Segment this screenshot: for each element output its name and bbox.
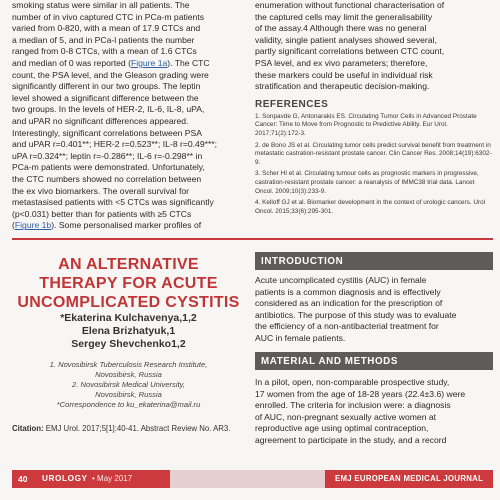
text-line: smoking status were similar in all patients. The [12,0,190,10]
text-line: considered as an indication for the prescription of [255,298,443,309]
text-line: validity, single patient analyses showed several, [255,34,437,45]
text-line: (Figure 1b). Some personalised marker profiles of [12,220,202,231]
text-line: ranged from 0-8 CTCs, with a mean of 1.6 CTCs [12,46,197,57]
reference-item: 2. de Bono JS et al. Circulating tumor cells predict survival benefit from treatment in metastatic castration-resistant prostate cancer. Clin Cancer Res. 2008;14(19):6302-9. [255,141,492,166]
title-line: AN ALTERNATIVE [58,256,199,273]
page-bottom-margin [0,488,500,500]
text-line: enumeration without functional characterisation of [255,0,445,10]
affiliation-line: 2. Novosibirsk Medical University, [72,380,185,389]
citation-text: EMJ Urol. 2017;5[1]:40-41. Abstract Review No. AR3. [45,424,231,433]
author-name: Elena Brizhatyuk,1 [81,325,176,337]
text-line: count, the PSA level, and the Gleason grading were [12,69,209,80]
text-line: Interestingly, significant correlations between PSA [12,127,202,138]
right-column-text [255,0,493,93]
introduction-text [255,275,493,345]
text-line: partly significant correlations between CTC count, [255,46,445,57]
text-line: and uPAR r=0.401**; HER-2 r=0.523**; IL-8 r=0.49***; [12,139,218,150]
text-line: significantly different in our two groups. The leptin [12,81,201,92]
text-line: level showed a significant difference between the [12,92,199,103]
text-line: agreement to participate in the study, and a record [255,434,447,445]
text-line: PCa-m patients were demonstrated. Unfortunately, [12,162,205,173]
text-line: these markers could be useful in individual risk [255,69,433,80]
author-list [12,312,245,351]
affiliation-line: 1. Novosibirsk Tuberculosis Research Institute, [49,360,208,369]
page-number: 40 [18,474,28,484]
methods-heading: MATERIAL AND METHODS [255,352,493,370]
left-column-text [12,0,245,232]
text-line: of AUC, non-pregnant sexually active women at [255,411,437,422]
citation [12,424,245,434]
text-line: 17 women from the age of 18-28 years (22.4±3.6) were [255,388,466,399]
text-line: reproductive age using optimal contraception, [255,423,429,434]
text-line: Acute uncomplicated cystitis (AUC) in female [255,275,427,285]
text-line: In a pilot, open, non-comparable prospective study, [255,377,450,387]
methods-text [255,377,493,447]
section-divider [12,238,493,240]
text-line: and median of 0 was reported (Figure 1a). The CTC [12,57,210,68]
text-line: uPA r=0.324**; leptin r=-0.286**; IL-6 r=-0.298** in [12,150,203,161]
reference-item: 1. Sonpavde G, Antonarakis ES. Circulating Tumor Cells in Advanced Prostate Cancer: Time to Move from Prognostic to Predictive Ability. Eur Urol. 2017;71(2):172-3. [255,112,477,137]
reference-item: 4. Kelloff GJ et al. Biomarker development in the context of urologic cancers. Urol Oncol. 2015;33(6):295-301. [255,199,486,215]
text-line: patients is a common diagnosis and is effectively [255,286,441,297]
right-column [255,0,493,216]
text-line: number of in vivo captured CTC in PCa-m patients [12,11,205,22]
page-footer [0,470,500,488]
affiliation-line: Novosibirsk, Russia [95,390,162,399]
text-line: the efficiency of a non-antibacterial treatment for [255,321,439,332]
text-line: the captured cells may limit the generalisability [255,11,433,22]
text-line: two groups. In the levels of HER-2, IL-6, IL-8, uPA, [12,104,205,115]
figure-link[interactable]: Figure 1a [130,57,168,68]
footer-date: • May 2017 [92,474,133,483]
text-line: PSA level, and ex vivo parameters; therefore, [255,57,428,68]
footer-left-band [12,470,170,488]
citation-label: Citation: [12,424,44,433]
author-name: *Ekaterina Kulchavenya,1,2 [60,312,197,324]
text-line: of the assay.4 Although there was no general [255,23,427,34]
affiliation-line: Novosibirsk, Russia [95,370,162,379]
affiliations [12,360,245,410]
text-line: stratification and therapeutic decision-making. [255,81,430,92]
reference-item: 3. Scher HI et al. Circulating tumour cells as prognostic markers in progressive, castration-resistant prostate cancer: a reanalysis of IMMC38 trial data. Lancet Oncol. 2009;10(3):233-9. [255,170,479,195]
text-line: the ex vivo biomarkers. The overall survival for [12,185,190,196]
text-line: a median of 5, and in PCa-l patients the number [12,34,195,45]
text-line: antibiotics. The purpose of this study was to evaluate [255,309,457,320]
references-heading: REFERENCES [255,98,329,110]
introduction-heading: INTRODUCTION [255,252,493,270]
title-line: UNCOMPLICATED CYSTITIS [17,294,240,311]
text-line: enrolled. The criteria for inclusion were: a diagnosis [255,400,451,411]
text-line: varied from 0-820, with a mean of 17.9 CTCs and [12,23,201,34]
text-line: (p<0.031) better than for patients with ≥5 CTCs [12,208,192,219]
footer-journal-name: UROLOGY [42,474,88,483]
text-line: AUC in female patients. [255,332,346,343]
text-line: metastasised patients with <5 CTCs was significantly [12,197,214,208]
footer-right-band [325,470,493,488]
footer-journal-brand: EMJ EUROPEAN MEDICAL JOURNAL [335,474,484,483]
text-line: the CTC numbers showed no correlation between [12,173,202,184]
footer-gap-band [170,470,325,488]
correspondence-email[interactable]: *Correspondence to ku_ekaterina@mail.ru [56,400,201,409]
figure-link[interactable]: Figure 1b [14,220,52,231]
text-line: and uPAR no significant differences appeared. [12,115,189,126]
title-line: THERAPY FOR ACUTE [39,275,218,292]
author-name: Sergey Shevchenko1,2 [71,338,186,350]
article-title [12,255,245,312]
